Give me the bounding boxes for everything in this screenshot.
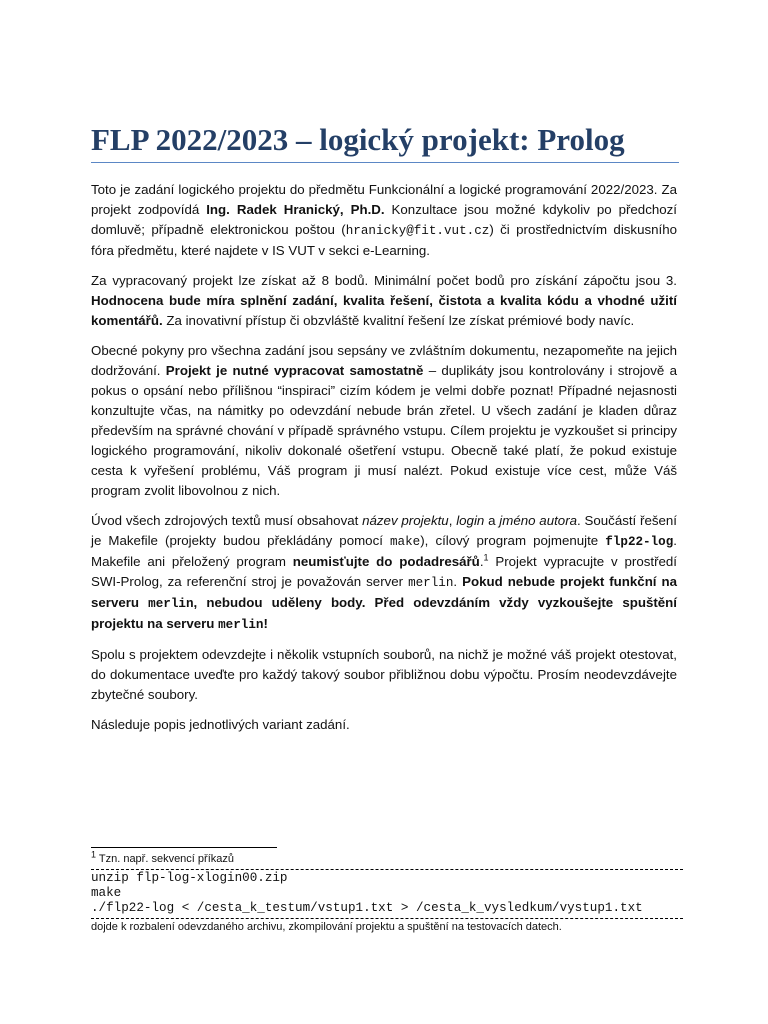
code-line: make [91, 886, 122, 900]
paragraph-requirements: Úvod všech zdrojových textů musí obsahovat název projektu, login a jméno autora. Součástí řešení je Makefile (projekty budou překládány pomocí make), cílový program pojmenujte flp22-log. Makefile ani přeložený program neumisťujte do podadresářů.$^1$ Projekt vypracujte v prostředí SWI-Prolog, za referenční stroj je považován server merlin. Pokud nebude projekt funkční na serveru merlin, nebudou uděleny body. Před odevzdáním vždy vyzkoušejte spuštění projektu na serveru merlin! [91, 513, 677, 632]
paragraph-intro: Toto je zadání logického projektu do předmětu Funkcionální a logické programování 2022/2023. Za projekt zodpovídá Ing. Radek Hranický, Ph.D. Konzultace jsou možné kdykoliv po předchozí domluvě; případně elektronickou poštou (hranicky@fit.vut.cz) či prostřednictvím diskusního fóra předmětu, které najdete v IS VUT v sekci e-Learning. [91, 182, 678, 258]
title-underline [91, 162, 679, 163]
code-line: ./flp22-log < /cesta_k_testum/vstup1.txt > /cesta_k_vysledkum/vystup1.txt [91, 901, 643, 915]
footnote-reference: 1 [483, 552, 489, 563]
paragraph-variants: Následuje popis jednotlivých variant zadání. [91, 717, 350, 732]
program-name: flp22-log [605, 535, 674, 549]
code-line: unzip flp-log-xlogin00.zip [91, 871, 288, 885]
paragraph-points: Za vypracovaný projekt lze získat až 8 bodů. Minimální počet bodů pro získání zápočtu jsou 3. Hodnocena bude míra splnění zadání, kvalita řešení, čistota a kvalita kódu a vhodné užití komentářů. Za inovativní přístup či obzvláště kvalitní řešení lze získat prémiové body navíc. [91, 273, 677, 328]
paragraph-submission: Spolu s projektem odevzdejte i několik vstupních souborů, na nichž je možné váš projekt otestovat, do dokumentace uveďte pro každý takový soubor přibližnou dobu výpočtu. Prosím neodevzdávejte zbytečné soubory. [91, 647, 677, 702]
footnote-number: 1 [91, 849, 97, 860]
author-name: Ing. Radek Hranický, Ph.D. [206, 202, 385, 217]
document-body [91, 180, 677, 745]
code-top-border [91, 869, 683, 870]
footnote-after-text: dojde k rozbalení odevzdaného archivu, zkompilování projektu a spuštění na testovacích datech. [91, 921, 562, 933]
email-address: hranicky@fit.vut.cz [345, 224, 490, 238]
footnote: $^1$ Tzn. např. sekvencí příkazů unzip flp-log-xlogin00.zip make ./flp22-log < /cesta_k_testum/vstup1.txt > /cesta_k_vysledkum/vystup1.txt dojde k rozbalení odevzdaného archivu, zkompilování projektu a spuštění na testovacích datech. [91, 851, 683, 934]
paragraph-guidelines: Obecné pokyny pro všechna zadání jsou sepsány ve zvláštním dokumentu, nezapomeňte na jejich dodržování. Projekt je nutné vypracovat samostatně – duplikáty jsou kontrolovány i strojově a pokus o opsání nebo přílišnou “inspiraci” cizím kódem je velmi dobře poznat! Případné nejasnosti konzultujte včas, na námitky po odevzdání nebude brán zřetel. U všech zadání je kladen důraz především na správné chování v případě správného vstupu. Cílem projektu je vyzkoušet si principy logického programování, nikoliv dokonalé ošetření vstupu. Obecně také platí, že pokud existuje cesta k vyřešení problému, Váš program ji musí nalézt. Pokud existuje více cest, může Váš program zvolit libovolnou z nich. [91, 343, 677, 498]
document-title: FLP 2022/2023 – logický projekt: Prolog [91, 122, 625, 157]
code-bottom-border [91, 918, 683, 919]
footnote-separator [91, 847, 277, 848]
